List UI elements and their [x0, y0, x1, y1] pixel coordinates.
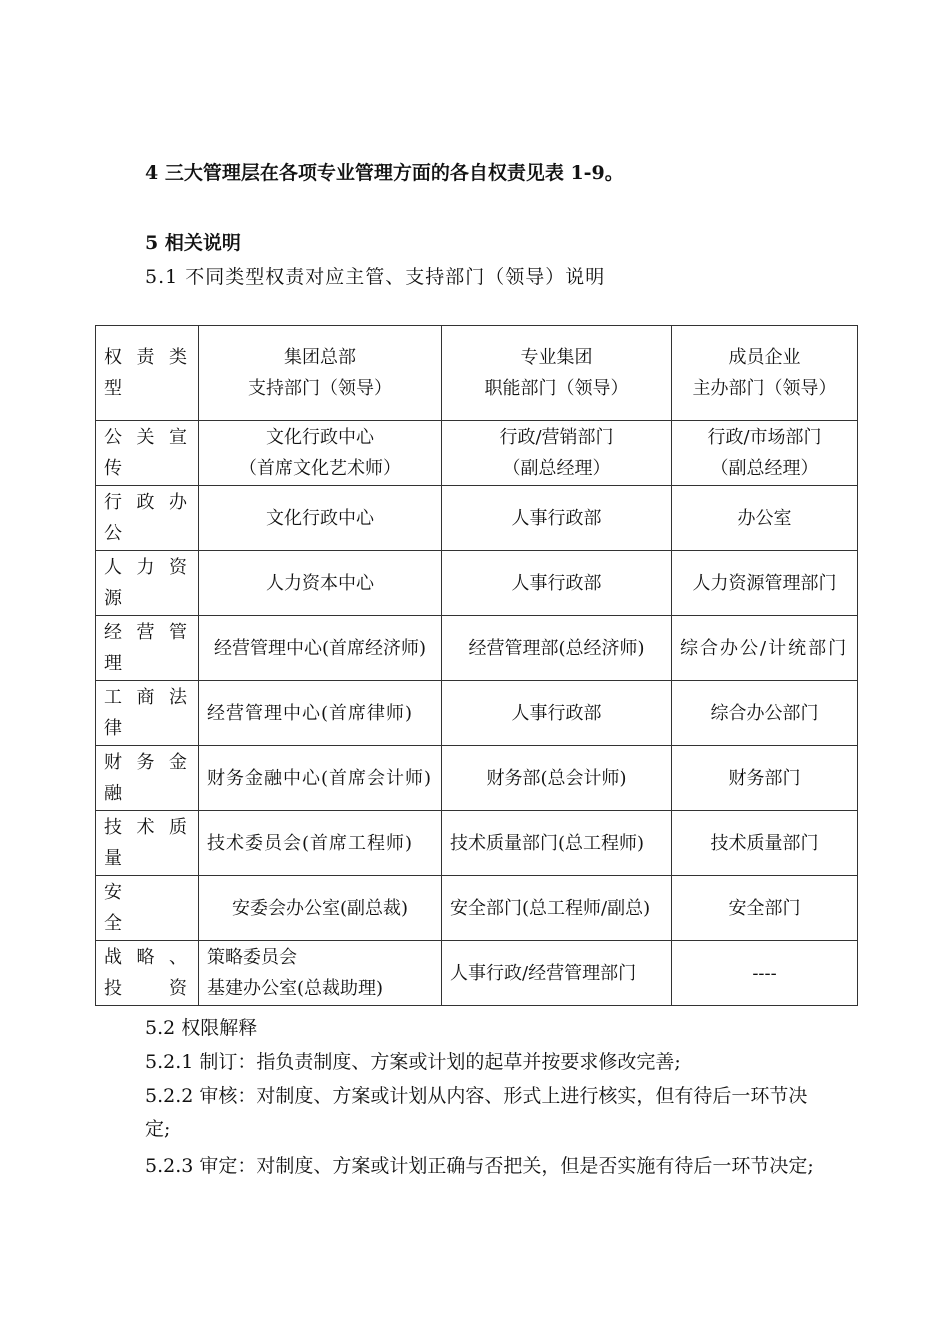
row-pro-line2: （副总经理） [502, 458, 611, 479]
row-pro [442, 421, 672, 486]
row-hq: 安委会办公室(副总裁) [199, 876, 442, 941]
table-row [96, 811, 858, 876]
row-member: 综合办公部门 [672, 681, 858, 746]
section-5-2-heading: 5.2 权限解释 [145, 1017, 258, 1039]
row-hq: 经营管理中心(首席经济师) [199, 616, 442, 681]
row-type: 安全 [96, 876, 199, 941]
header-authority-type: 权 责 类型 [96, 326, 199, 421]
row-type: 行 政 办公 [96, 486, 199, 551]
section-5-heading: 5 相关说明 [145, 232, 241, 254]
row-type: 工 商 法律 [96, 681, 199, 746]
row-hq: 技术委员会(首席工程师) [199, 811, 442, 876]
section-5-1-heading: 5.1 不同类型权责对应主管、支持部门（领导）说明 [145, 266, 606, 288]
header-pro-group-line2: 职能部门（领导） [484, 378, 629, 399]
row-hq: 文化行政中心 [199, 486, 442, 551]
table-row [96, 551, 858, 616]
definition-review: 5.2.2 审核：对制度、方案或计划从内容、形式上进行核实，但有待后一环节决定; [145, 1085, 808, 1140]
row-member-line2: （副总经理） [710, 458, 819, 479]
row-hq: 财务金融中心(首席会计师) [199, 746, 442, 811]
row-hq-line1: 文化行政中心 [266, 427, 374, 448]
row-pro: 财务部(总会计师) [442, 746, 672, 811]
table-header-row [96, 326, 858, 421]
row-pro: 人事行政部 [442, 486, 672, 551]
definition-approve: 5.2.3 审定：对制度、方案或计划正确与否把关，但是否实施有待后一环节决定; [145, 1155, 814, 1177]
header-member-line2: 主办部门（领导） [692, 378, 837, 399]
table-row [96, 421, 858, 486]
row-pro-line1: 行政/营销部门 [499, 427, 614, 448]
header-member-line1: 成员企业 [728, 347, 801, 368]
row-type: 财 务 金融 [96, 746, 199, 811]
definition-formulate: 5.2.1 制订：指负责制度、方案或计划的起草并按要求修改完善; [145, 1051, 681, 1073]
row-type: 经 营 管理 [96, 616, 199, 681]
row-member: 技术质量部门 [672, 811, 858, 876]
header-group-hq [199, 326, 442, 421]
table-row [96, 681, 858, 746]
row-hq-line2: 基建办公室(总裁助理) [207, 978, 384, 999]
row-hq: 经营管理中心(首席律师) [199, 681, 442, 746]
row-member: 安全部门 [672, 876, 858, 941]
header-pro-group-line1: 专业集团 [520, 347, 593, 368]
header-member-enterprise [672, 326, 858, 421]
row-member: 综合办公/计统部门 [672, 616, 858, 681]
row-member: ---- [672, 941, 858, 1006]
row-pro: 人事行政/经营管理部门 [442, 941, 672, 1006]
table-row [96, 616, 858, 681]
row-pro: 技术质量部门(总工程师) [442, 811, 672, 876]
table-row [96, 486, 858, 551]
row-type: 战 略 、投资 [96, 941, 199, 1006]
row-hq-line2: （首席文化艺术师） [239, 458, 401, 479]
header-pro-group [442, 326, 672, 421]
row-type: 公 关 宣传 [96, 421, 199, 486]
row-member: 人力资源管理部门 [672, 551, 858, 616]
row-member [672, 421, 858, 486]
row-pro: 经营管理部(总经济师) [442, 616, 672, 681]
row-pro: 安全部门(总工程师/副总) [442, 876, 672, 941]
section-4-heading: 4 三大管理层在各项专业管理方面的各自权责见表 1-9。 [145, 162, 624, 184]
row-pro: 人事行政部 [442, 681, 672, 746]
row-member: 办公室 [672, 486, 858, 551]
row-hq-line1: 策略委员会 [207, 947, 297, 968]
header-group-hq-line2: 支持部门（领导） [248, 378, 392, 399]
row-hq: 人力资本中心 [199, 551, 442, 616]
table-row [96, 876, 858, 941]
authority-table [95, 325, 858, 1006]
table-row [96, 746, 858, 811]
row-type: 技 术 质量 [96, 811, 199, 876]
row-member: 财务部门 [672, 746, 858, 811]
row-pro: 人事行政部 [442, 551, 672, 616]
header-group-hq-line1: 集团总部 [284, 347, 356, 368]
row-hq [199, 941, 442, 1006]
row-type: 人 力 资源 [96, 551, 199, 616]
table-row [96, 941, 858, 1006]
row-member-line1: 行政/市场部门 [707, 427, 822, 448]
row-hq [199, 421, 442, 486]
